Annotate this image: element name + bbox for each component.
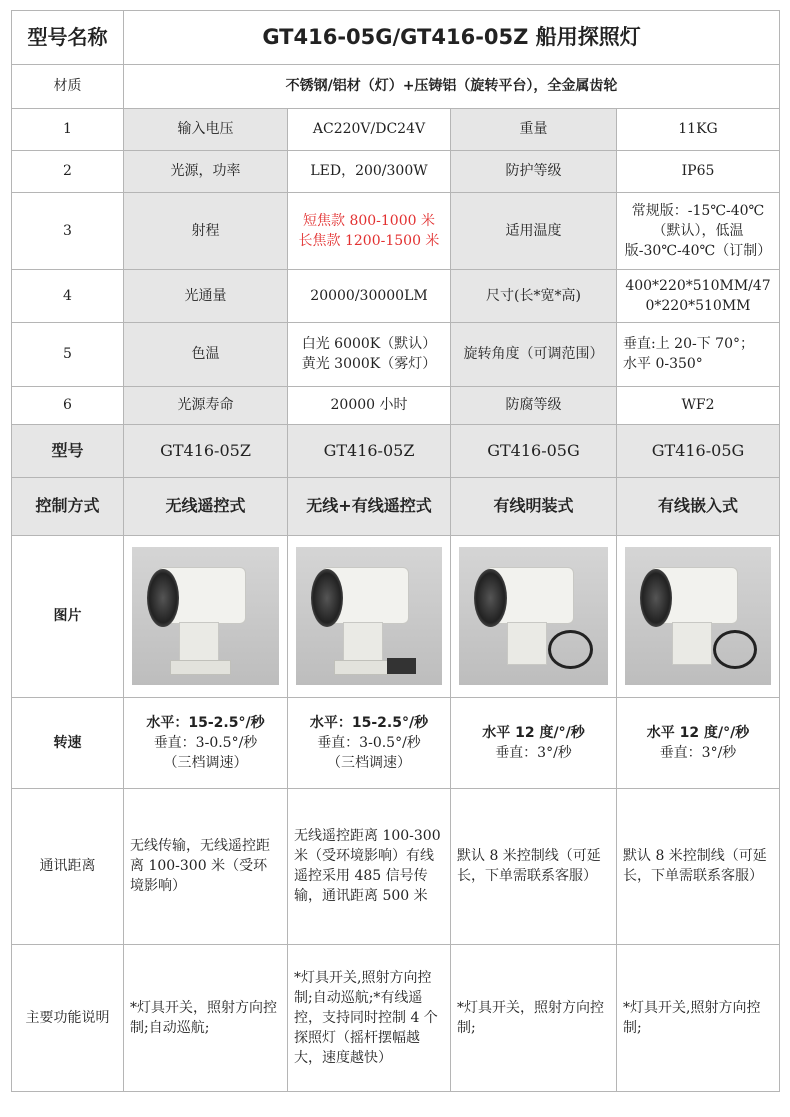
control-row bbox=[12, 477, 780, 535]
lamp-stand bbox=[672, 622, 712, 665]
function-cell: *灯具开关,照射方向控制;自动巡航;*有线遥控，支持同时控制 4 个探照灯（摇杆摆幅越大，速度越快） bbox=[288, 944, 451, 1091]
speed-vertical: 垂直：3°/秒 bbox=[659, 744, 737, 761]
range-short: 短焦款 800-1000 米 bbox=[303, 212, 435, 229]
lamp-stand bbox=[507, 622, 548, 665]
product-photo-cell bbox=[617, 535, 780, 697]
function-cell: *灯具开关，照射方向控制; bbox=[451, 944, 617, 1091]
spec-key: 防护等级 bbox=[451, 151, 617, 192]
comm-label: 通讯距离 bbox=[12, 788, 124, 944]
function-label: 主要功能说明 bbox=[12, 944, 124, 1091]
spec-key: 尺寸(长*宽*高) bbox=[451, 270, 617, 323]
control-mode: 无线+有线遥控式 bbox=[288, 477, 451, 535]
comm-cell: 默认 8 米控制线（可延长，下单需联系客服） bbox=[451, 788, 617, 944]
speed-cell bbox=[451, 697, 617, 788]
range-long: 长焦款 1200-1500 米 bbox=[298, 232, 440, 249]
function-cell: *灯具开关,照射方向控制; bbox=[617, 944, 780, 1091]
lamp-lens bbox=[474, 569, 507, 627]
speed-cell bbox=[617, 697, 780, 788]
spec-value: 11KG bbox=[617, 108, 780, 151]
spec-key: 光通量 bbox=[124, 270, 288, 323]
lamp-stand bbox=[343, 622, 383, 665]
spec-row bbox=[12, 151, 780, 192]
spec-key: 防腐等级 bbox=[451, 386, 617, 424]
spec-key: 色温 bbox=[124, 323, 288, 386]
searchlight-photo bbox=[459, 547, 608, 685]
spec-table bbox=[11, 10, 780, 1092]
model-cell: GT416-05Z bbox=[288, 424, 451, 477]
spec-key: 旋转角度（可调范围） bbox=[451, 323, 617, 386]
control-mode: 有线嵌入式 bbox=[617, 477, 780, 535]
spec-key: 输入电压 bbox=[124, 108, 288, 151]
spec-value bbox=[288, 192, 451, 270]
searchlight-photo bbox=[296, 547, 442, 685]
spec-key: 射程 bbox=[124, 192, 288, 270]
image-row bbox=[12, 535, 780, 697]
spec-value: 20000/30000LM bbox=[288, 270, 451, 323]
spec-key: 光源，功率 bbox=[124, 151, 288, 192]
model-label: 型号 bbox=[12, 424, 124, 477]
rotation-horizontal: 水平 0-350° bbox=[623, 356, 703, 373]
row-number: 6 bbox=[12, 386, 124, 424]
comm-cell: 无线传输，无线遥控距离 100-300 米（受环境影响） bbox=[124, 788, 288, 944]
speed-vertical: 垂直：3-0.5°/秒 bbox=[317, 734, 421, 751]
lamp-lens bbox=[311, 569, 343, 627]
spec-key: 适用温度 bbox=[451, 192, 617, 270]
lamp-lens bbox=[147, 569, 179, 627]
speed-vertical: 垂直：3-0.5°/秒 bbox=[153, 734, 258, 751]
row-number: 5 bbox=[12, 323, 124, 386]
spec-row bbox=[12, 192, 780, 270]
model-cell: GT416-05G bbox=[617, 424, 780, 477]
rotation-vertical: 垂直:上 20-下 70°； bbox=[623, 336, 754, 353]
lamp-lens bbox=[640, 569, 672, 627]
control-mode: 无线遥控式 bbox=[124, 477, 288, 535]
lamp-stand bbox=[179, 622, 219, 665]
speed-note: （三档调速） bbox=[163, 754, 248, 771]
speed-horizontal: 水平 12 度/°/秒 bbox=[482, 724, 585, 741]
function-cell: *灯具开关，照射方向控制;自动巡航; bbox=[124, 944, 288, 1091]
searchlight-photo bbox=[625, 547, 771, 685]
searchlight-photo bbox=[132, 547, 279, 685]
speed-horizontal: 水平：15-2.5°/秒 bbox=[146, 714, 265, 731]
control-cable bbox=[548, 630, 593, 669]
spec-value: 20000 小时 bbox=[288, 386, 451, 424]
spec-key: 光源寿命 bbox=[124, 386, 288, 424]
speed-row bbox=[12, 697, 780, 788]
speed-horizontal: 水平：15-2.5°/秒 bbox=[309, 714, 429, 731]
model-row bbox=[12, 424, 780, 477]
comm-row bbox=[12, 788, 780, 944]
control-mode: 有线明装式 bbox=[451, 477, 617, 535]
row-number: 1 bbox=[12, 108, 124, 151]
page-title: GT416-05G/GT416-05Z 船用探照灯 bbox=[124, 11, 780, 65]
image-label: 图片 bbox=[12, 535, 124, 697]
model-cell: GT416-05Z bbox=[124, 424, 288, 477]
color-temp-white: 白光 6000K（默认） bbox=[301, 336, 437, 353]
spec-row bbox=[12, 323, 780, 386]
row-number: 2 bbox=[12, 151, 124, 192]
row-number: 4 bbox=[12, 270, 124, 323]
lamp-base bbox=[334, 660, 394, 674]
spec-value bbox=[288, 323, 451, 386]
control-cable bbox=[713, 630, 757, 669]
spec-row bbox=[12, 386, 780, 424]
spec-value: WF2 bbox=[617, 386, 780, 424]
spec-value bbox=[617, 323, 780, 386]
speed-label: 转速 bbox=[12, 697, 124, 788]
spec-row bbox=[12, 108, 780, 151]
comm-cell: 无线遥控距离 100-300 米（受环境影响）有线遥控采用 485 信号传输，通讯距离 500 米 bbox=[288, 788, 451, 944]
speed-note: （三档调速） bbox=[327, 754, 411, 771]
spec-key: 重量 bbox=[451, 108, 617, 151]
speed-vertical: 垂直：3°/秒 bbox=[495, 744, 572, 761]
spec-value: 400*220*510MM/470*220*510MM bbox=[617, 270, 780, 323]
product-photo-cell bbox=[124, 535, 288, 697]
product-photo-cell bbox=[451, 535, 617, 697]
spec-value: AC220V/DC24V bbox=[288, 108, 451, 151]
model-name-label: 型号名称 bbox=[12, 11, 124, 65]
spec-row bbox=[12, 270, 780, 323]
speed-cell bbox=[288, 697, 451, 788]
material-value: 不锈钢/铝材（灯）+压铸铝（旋转平台），全金属齿轮 bbox=[124, 64, 780, 108]
control-label: 控制方式 bbox=[12, 477, 124, 535]
row-number: 3 bbox=[12, 192, 124, 270]
product-photo-cell bbox=[288, 535, 451, 697]
spec-value: LED，200/300W bbox=[288, 151, 451, 192]
comm-cell: 默认 8 米控制线（可延长，下单需联系客服） bbox=[617, 788, 780, 944]
material-label: 材质 bbox=[12, 64, 124, 108]
color-temp-yellow: 黄光 3000K（雾灯） bbox=[301, 356, 437, 373]
model-cell: GT416-05G bbox=[451, 424, 617, 477]
speed-horizontal: 水平 12 度/°/秒 bbox=[646, 724, 750, 741]
lamp-base bbox=[170, 660, 231, 674]
function-row bbox=[12, 944, 780, 1091]
spec-value: IP65 bbox=[617, 151, 780, 192]
spec-value: 常规版：-15℃-40℃（默认），低温版-30℃-40℃（订制） bbox=[617, 192, 780, 270]
speed-cell bbox=[124, 697, 288, 788]
controller-box bbox=[387, 658, 416, 675]
